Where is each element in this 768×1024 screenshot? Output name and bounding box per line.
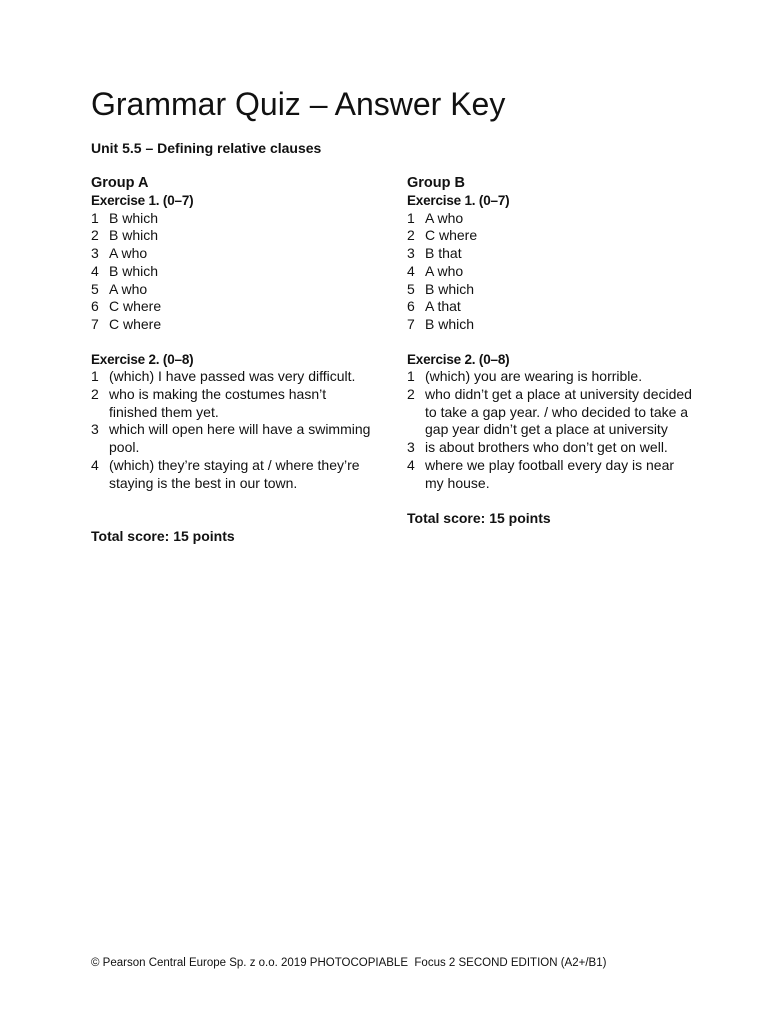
copyright-footer: © Pearson Central Europe Sp. z o.o. 2019 PHOTOCOPIABLE Focus 2 SECOND EDITION (A2+/B1) [91, 957, 607, 969]
item-number: 2 [91, 227, 99, 244]
item-number: 4 [91, 456, 99, 473]
item-answer: B which [109, 262, 159, 279]
group-b-total-score: Total score: 15 points [407, 510, 551, 527]
item-number: 3 [407, 439, 415, 456]
item-number: 4 [91, 262, 99, 279]
item-answer: who is making the costumes hasn’t finished them yet. [109, 386, 327, 420]
item-number: 1 [407, 368, 415, 385]
item-answer: B which [109, 227, 159, 244]
list-item [91, 421, 376, 456]
group-a-column [91, 174, 376, 545]
item-number: 1 [407, 209, 415, 226]
group-b-exercise2 [407, 351, 692, 493]
item-answer: is about brothers who don’t get on well. [425, 439, 668, 456]
item-number: 3 [91, 245, 99, 262]
item-answer: A who [425, 262, 464, 279]
list-item [407, 457, 692, 492]
group-b-exercise1-list [407, 210, 692, 334]
group-a-exercise2-title: Exercise 2. (0–8) [91, 351, 194, 367]
list-item [91, 316, 376, 334]
item-answer: B that [425, 245, 462, 262]
list-item [91, 386, 376, 421]
list-item [407, 368, 692, 386]
item-number: 4 [407, 262, 415, 279]
list-item [91, 298, 376, 316]
group-a-exercise2 [91, 351, 376, 493]
item-answer: A who [109, 245, 148, 262]
item-number: 6 [407, 298, 415, 315]
item-number: 2 [407, 386, 415, 403]
item-answer: B which [425, 280, 475, 297]
list-item [407, 263, 692, 281]
item-number: 1 [91, 209, 99, 226]
item-answer: which will open here will have a swimming pool. [109, 421, 371, 456]
item-answer: B which [425, 315, 475, 332]
list-item [407, 439, 692, 457]
item-answer: C where [109, 315, 162, 332]
item-number: 5 [407, 280, 415, 297]
group-b-exercise2-list [407, 368, 692, 492]
item-number: 1 [91, 368, 99, 385]
list-item [407, 210, 692, 228]
item-number: 7 [407, 315, 415, 332]
item-number: 3 [91, 421, 99, 438]
list-item [407, 281, 692, 299]
list-item [407, 298, 692, 316]
group-a-exercise1-title: Exercise 1. (0–7) [91, 193, 194, 208]
item-number: 2 [91, 386, 99, 403]
group-a-title: Group A [91, 175, 149, 191]
item-answer: B which [109, 209, 159, 226]
unit-subtitle: Unit 5.5 – Defining relative clauses [91, 140, 322, 156]
group-a-exercise2-list [91, 368, 376, 492]
item-number: 3 [407, 245, 415, 262]
list-item [91, 227, 376, 245]
item-answer: C where [109, 298, 162, 315]
item-answer: where we play football every day is near my house. [425, 456, 675, 491]
list-item [91, 245, 376, 263]
group-b-column [407, 174, 692, 527]
page-title: Grammar Quiz – Answer Key [91, 86, 506, 122]
item-number: 5 [91, 280, 99, 297]
list-item [407, 227, 692, 245]
item-answer: (which) I have passed was very difficult. [109, 368, 356, 385]
group-b-exercise2-title: Exercise 2. (0–8) [407, 351, 510, 367]
list-item [407, 245, 692, 263]
item-number: 7 [91, 315, 99, 332]
item-answer: A who [109, 280, 148, 297]
item-answer: (which) they’re staying at / where they’re staying is the best in our town. [109, 456, 360, 491]
list-item [407, 316, 692, 334]
item-number: 6 [91, 298, 99, 315]
group-b-title: Group B [407, 175, 465, 191]
list-item [91, 281, 376, 299]
item-answer: who didn’t get a place at university decided to take a gap year. / who decided to take a gap year didn’t get a place at university [425, 386, 692, 438]
item-answer: A that [425, 298, 461, 315]
group-a-exercise1-list [91, 210, 376, 334]
group-b-exercise1-title: Exercise 1. (0–7) [407, 193, 510, 208]
list-item [91, 210, 376, 228]
list-item [407, 386, 692, 439]
group-a-total-score: Total score: 15 points [91, 528, 235, 545]
list-item [91, 263, 376, 281]
list-item [91, 457, 376, 492]
list-item [91, 368, 376, 386]
item-answer: C where [425, 227, 478, 244]
item-answer: (which) you are wearing is horrible. [425, 368, 643, 385]
item-number: 4 [407, 456, 415, 473]
item-number: 2 [407, 227, 415, 244]
item-answer: A who [425, 209, 464, 226]
